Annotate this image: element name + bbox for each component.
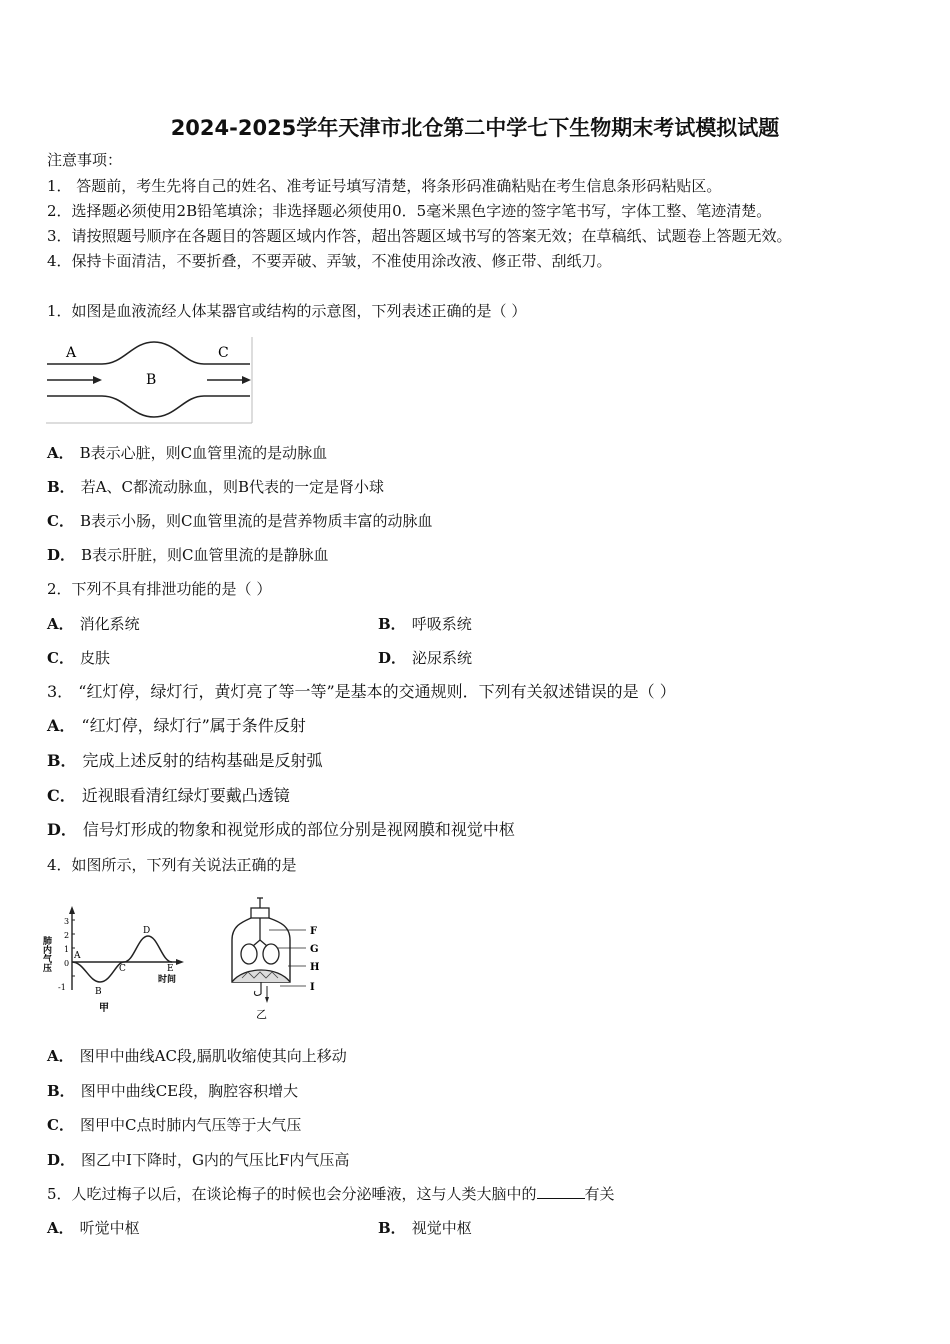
notice-item: 3．请按照题号顺序在各题目的答题区域内作答，超出答题区域书写的答案无效；在草稿纸、试题卷上答题无效。 [47,227,792,245]
caption-jia: 甲 [99,1003,109,1014]
q3-option-c [47,786,290,806]
option-letter: C． [47,649,74,667]
q3-option-a [47,716,306,736]
q1-option-d [47,545,329,565]
option-letter: D． [378,649,407,667]
option-text: “红灯停，绿灯行”属于条件反射 [81,716,306,735]
option-letter: A． [47,615,74,633]
q5-option-a [47,1218,140,1238]
notice-item: 4．保持卡面清洁，不要折叠，不要弄破、弄皱，不准使用涂改液、修正带、刮纸刀。 [47,252,612,270]
option-letter: B． [378,1219,406,1237]
option-letter: B． [47,751,77,770]
point-b: B [95,987,102,997]
stem-text: 有关 [584,1185,615,1203]
label-a: A [66,345,77,361]
option-text: 若A、C都流动脉血，则B代表的一定是肾小球 [80,478,385,496]
question-4-figure-jia [41,896,194,1022]
question-1-stem: 1．如图是血液流经人体某器官或结构的示意图，下列表述正确的是（ ） [47,302,527,320]
option-letter: C． [47,512,74,530]
option-text: 完成上述反射的结构基础是反射弧 [82,751,323,770]
option-text: 图乙中I下降时，G内的气压比F内气压高 [81,1151,350,1169]
question-3-stem: 3． “红灯停，绿灯行，黄灯亮了等一等”是基本的交通规则．下列有关叙述错误的是（ ） [47,682,676,701]
bell-jar-model [222,896,332,1022]
point-e: E [167,964,174,974]
label-f: F [310,926,318,937]
ytick: 2 [64,931,70,940]
option-letter: B． [378,615,406,633]
question-1-figure [44,337,256,429]
y-axis-label: 肺内气压 [41,936,51,972]
option-text: 图甲中曲线CE段，胸腔容积增大 [80,1082,299,1100]
blood-flow-diagram [44,337,256,425]
option-text: 信号灯形成的物象和视觉形成的部位分别是视网膜和视觉中枢 [82,820,515,839]
ytick: 0 [64,959,70,968]
label-b: B [146,372,157,388]
option-text: 图甲中C点时肺内气压等于大气压 [79,1116,302,1134]
option-letter: A． [47,1219,74,1237]
q2-option-a [47,614,140,634]
option-text: B表示肝脏，则C血管里流的是静脉血 [81,546,329,564]
q1-option-c [47,511,432,531]
ytick: -1 [58,983,66,992]
label-i: I [310,982,315,993]
option-text: 近视眼看清红绿灯要戴凸透镜 [81,786,290,805]
option-text: 视觉中枢 [411,1219,472,1237]
q4-option-c [47,1115,301,1135]
q4-option-a [47,1046,347,1066]
question-4-figure-yi [222,896,332,1026]
q2-option-d [378,648,472,668]
option-text: 呼吸系统 [411,615,472,633]
exam-title: 2024-2025学年天津市北仓第二中学七下生物期末考试模拟试题 [170,116,780,140]
answer-blank [537,1184,585,1199]
label-h: H [310,962,320,973]
ytick: 3 [64,917,70,926]
option-text: 泌尿系统 [412,649,473,667]
caption-yi: 乙 [256,1008,267,1021]
option-text: 消化系统 [79,615,140,633]
q1-option-b [47,477,384,497]
option-text: 皮肤 [79,649,110,667]
q4-option-b [47,1081,298,1101]
question-2-stem: 2．下列不具有排泄功能的是（ ） [47,580,272,598]
q5-option-b [378,1218,472,1238]
point-c: C [119,964,126,974]
question-4-stem: 4．如图所示，下列有关说法正确的是 [47,856,297,874]
option-text: B表示小肠，则C血管里流的是营养物质丰富的动脉血 [79,512,433,530]
q2-option-b [378,614,472,634]
notice-item: 1． 答题前，考生先将自己的姓名、准考证号填写清楚，将条形码准确粘贴在考生信息条形码粘贴区。 [47,177,722,195]
point-d: D [143,926,151,936]
option-letter: B． [47,1082,75,1100]
option-text: 图甲中曲线AC段,膈肌收缩使其向上移动 [79,1047,347,1065]
ytick: 1 [64,945,70,954]
option-letter: A． [47,444,74,462]
label-c: C [218,345,229,361]
q1-option-a [47,443,327,463]
x-axis-label: 时间 [158,975,177,985]
lung-pressure-graph [41,896,194,1018]
notice-item: 2．选择题必须使用2B铅笔填涂；非选择题必须使用0．5毫米黑色字迹的签字笔书写，字体工整、笔迹清楚。 [47,202,772,220]
question-5-stem [47,1184,615,1204]
option-letter: D． [47,820,77,839]
option-letter: D． [47,1151,76,1169]
option-text: 听觉中枢 [79,1219,140,1237]
option-letter: B． [47,478,75,496]
option-letter: A． [47,716,76,735]
option-letter: D． [47,546,76,564]
stem-text: 5．人吃过梅子以后，在谈论梅子的时候也会分泌唾液，这与人类大脑中的 [47,1185,537,1203]
label-g: G [310,944,319,955]
option-letter: A． [47,1047,74,1065]
q3-option-b [47,751,323,771]
option-text: B表示心脏，则C血管里流的是动脉血 [79,444,328,462]
q2-option-c [47,648,110,668]
q4-option-d [47,1150,349,1170]
notice-heading: 注意事项： [47,151,123,169]
q3-option-d [47,820,515,840]
point-a: A [74,951,81,961]
option-letter: C． [47,786,76,805]
option-letter: C． [47,1116,74,1134]
